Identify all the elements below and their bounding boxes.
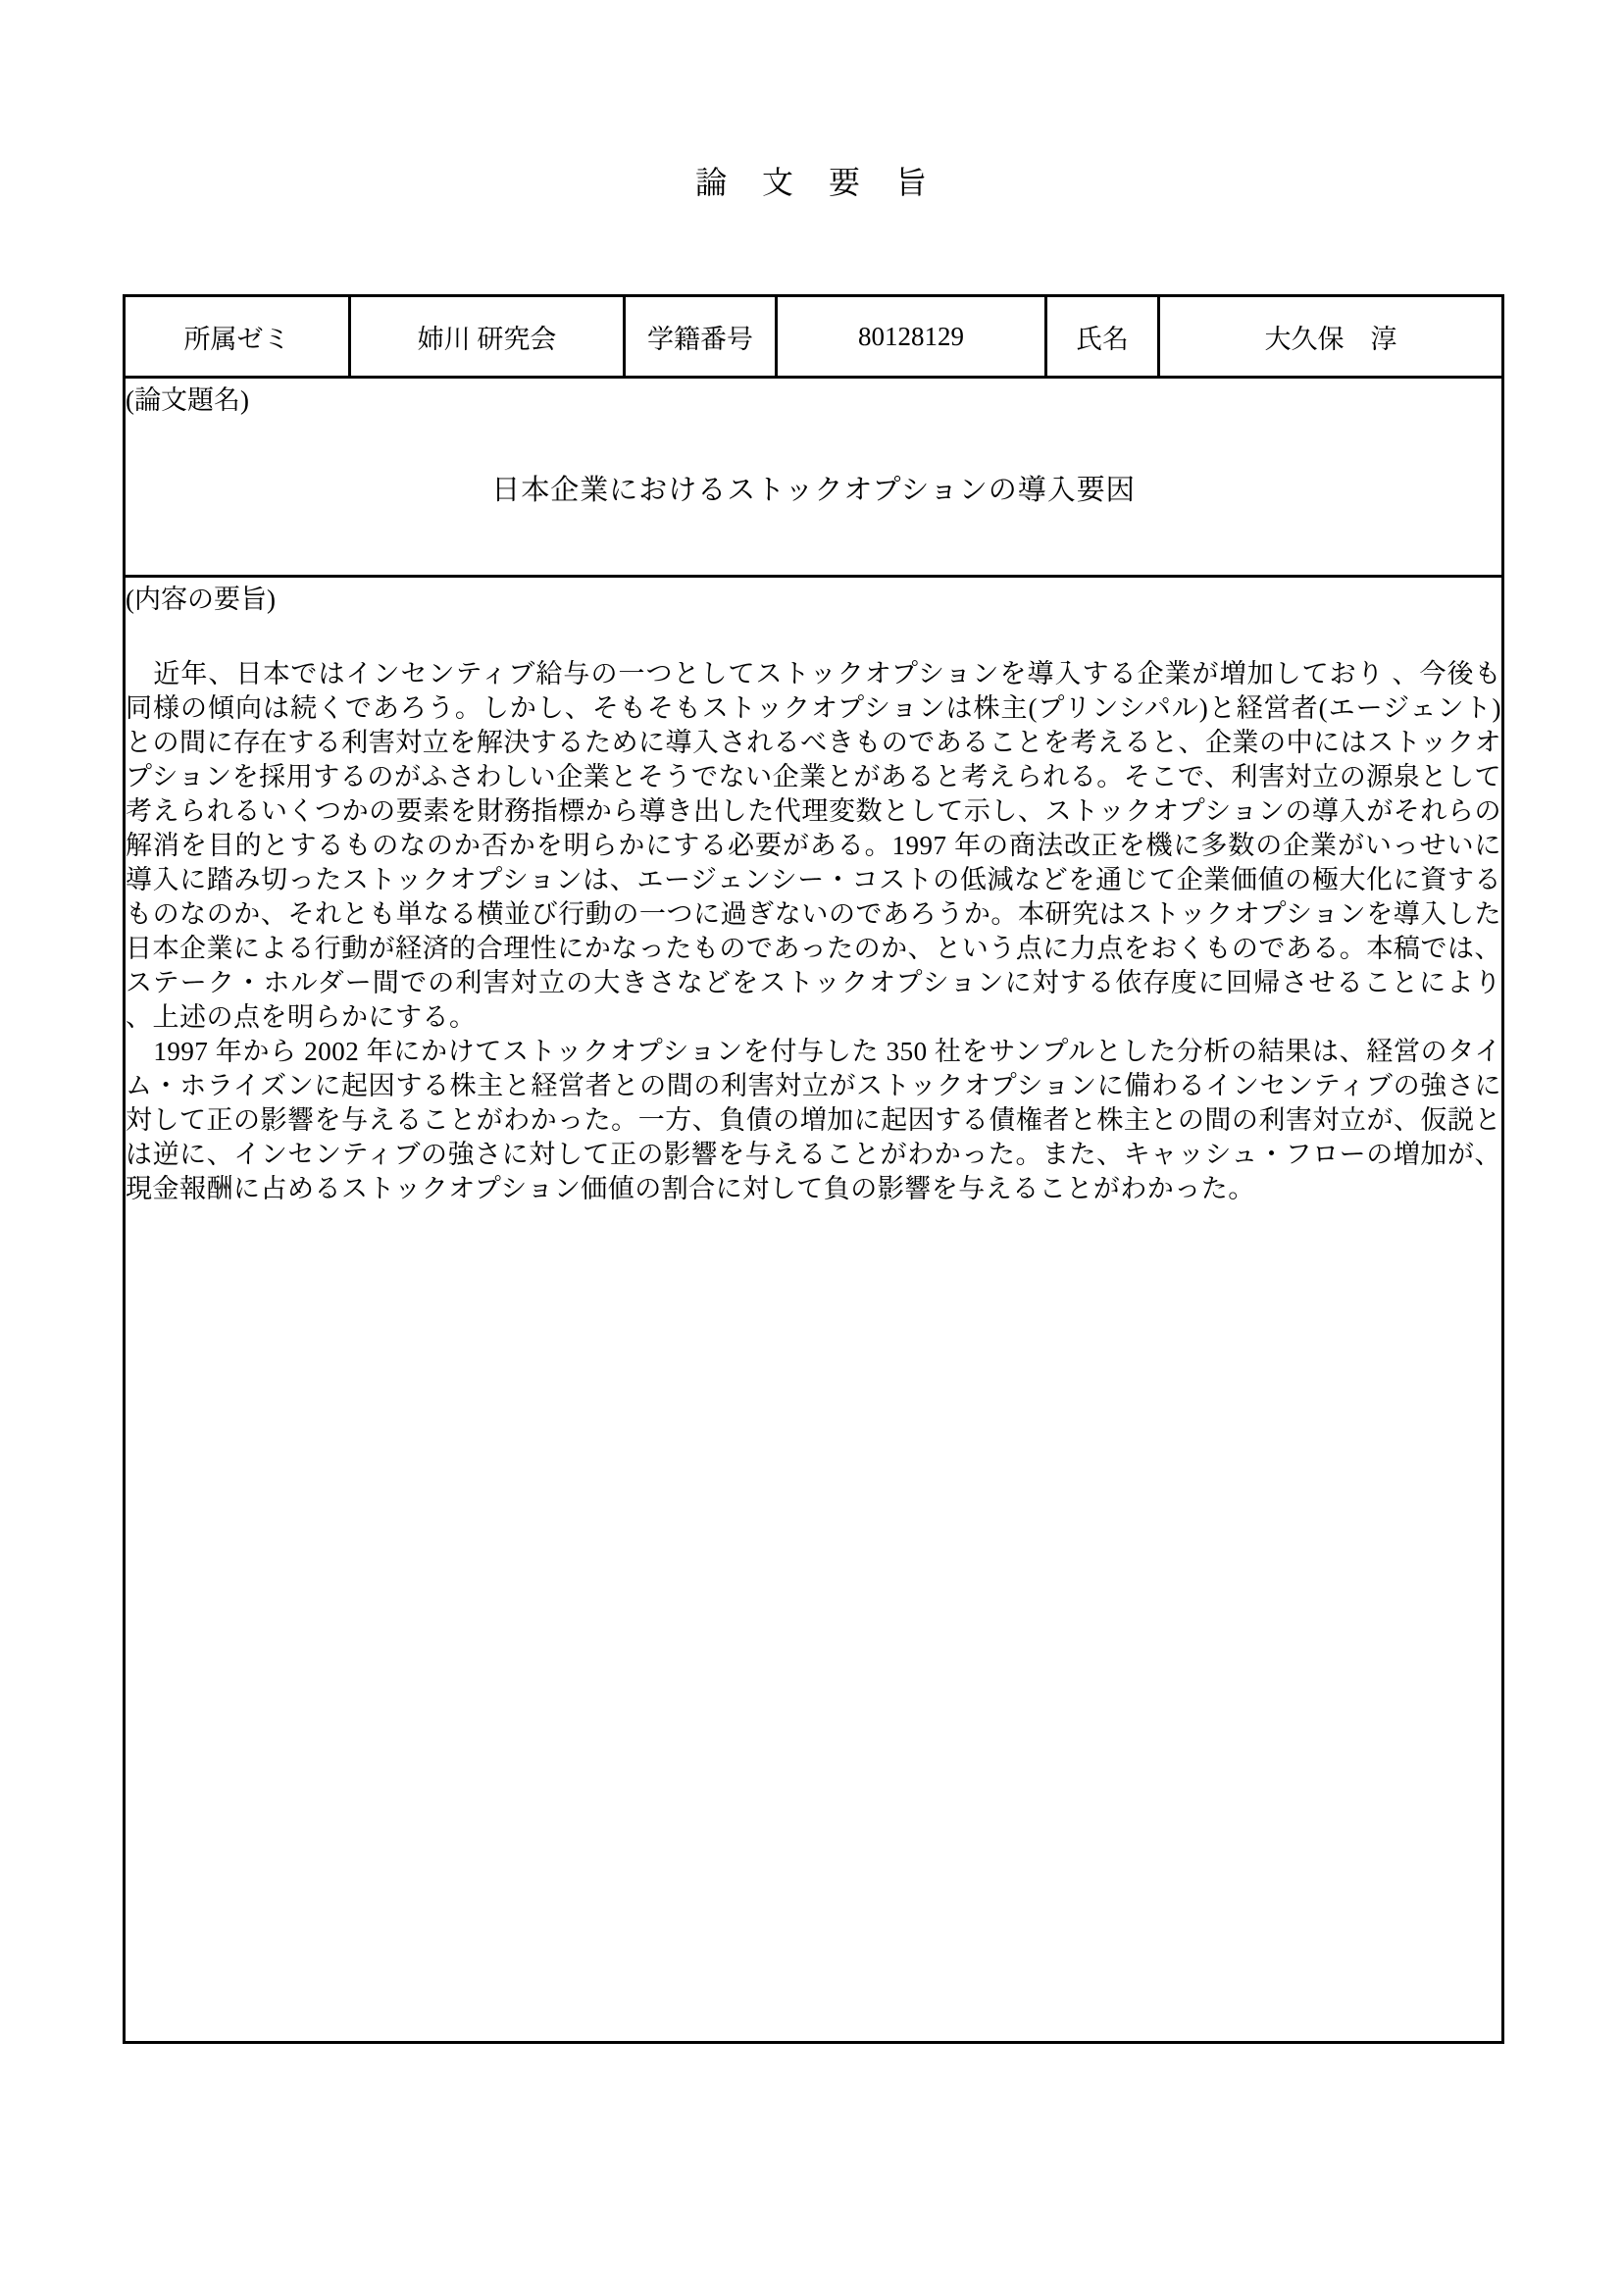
seminar-value-cell: 姉川 研究会 [350,296,625,378]
info-row [125,296,1503,378]
thesis-title-section-label: (論文題名) [126,385,249,415]
abstract-paragraph-1: 近年、日本ではインセンティブ給与の一つとしてストックオプションを導入する企業が増加しており 、今後も同様の傾向は続くであろう。しかし、そもそもストックオプションは株主(プリンシパル)と経営者(エージェント)との間に存在する利害対立を解決するために導入されるべきものであることを考えると、企業の中にはストックオプションを採用するのがふさわしい企業とそうでない企業とがあると考えられる。そこで、利害対立の源泉として考えられるいくつかの要素を財務指標から導き出した代理変数として示し、ストックオプションの導入がそれらの解消を目的とするものなのか否かを明らかにする必要がある。1997 年の商法改正を機に多数の企業がいっせいに導入に踏み切ったストックオプションは、エージェンシー・コストの低減などを通じて企業価値の極大化に資するものなのか、それとも単なる横並び行動の一つに過ぎないのであろうか。本研究はストックオプションを導入した日本企業による行動が経済的合理性にかなったものであったのか、という点に力点をおくものである。本稿では、ステーク・ホルダー間での利害対立の大きさなどをストックオプションに対する依存度に回帰させることにより 、上述の点を明らかにする。 [126,659,1501,1032]
page-title: 論 文 要 旨 [694,165,929,201]
thesis-title: 日本企業におけるストックオプションの導入要因 [491,475,1136,506]
thesis-title-cell [125,378,1503,577]
abstract-section-label: (内容の要旨) [126,585,276,614]
seminar-label-cell: 所属ゼミ [125,296,350,378]
student-id-label-cell: 学籍番号 [625,296,777,378]
student-id-value-cell: 80128129 [777,296,1046,378]
abstract-row [125,577,1503,2043]
abstract-paragraph-2: 1997 年から 2002 年にかけてストックオプションを付与した 350 社をサンプルとした分析の結果は、経営のタイム・ホライズンに起因する株主と経営者との間の利害対立がストックオプションに備わるインセンティブの強さに対して正の影響を与えることがわかった。一方、負債の増加に起因する債権者と株主との間の利害対立が、仮説とは逆に、インセンティブの強さに対して正の影響を与えることがわかった。また、キャッシュ・フローの増加が、現金報酬に占めるストックオプション価値の割合に対して負の影響を与えることがわかった。 [126,1037,1501,1203]
thesis-title-row [125,378,1503,577]
name-value-cell: 大久保 淳 [1159,296,1503,378]
abstract-cell [125,577,1503,2043]
abstract-body [126,657,1501,1206]
thesis-abstract-form [123,294,1504,2044]
name-label-cell: 氏名 [1046,296,1159,378]
